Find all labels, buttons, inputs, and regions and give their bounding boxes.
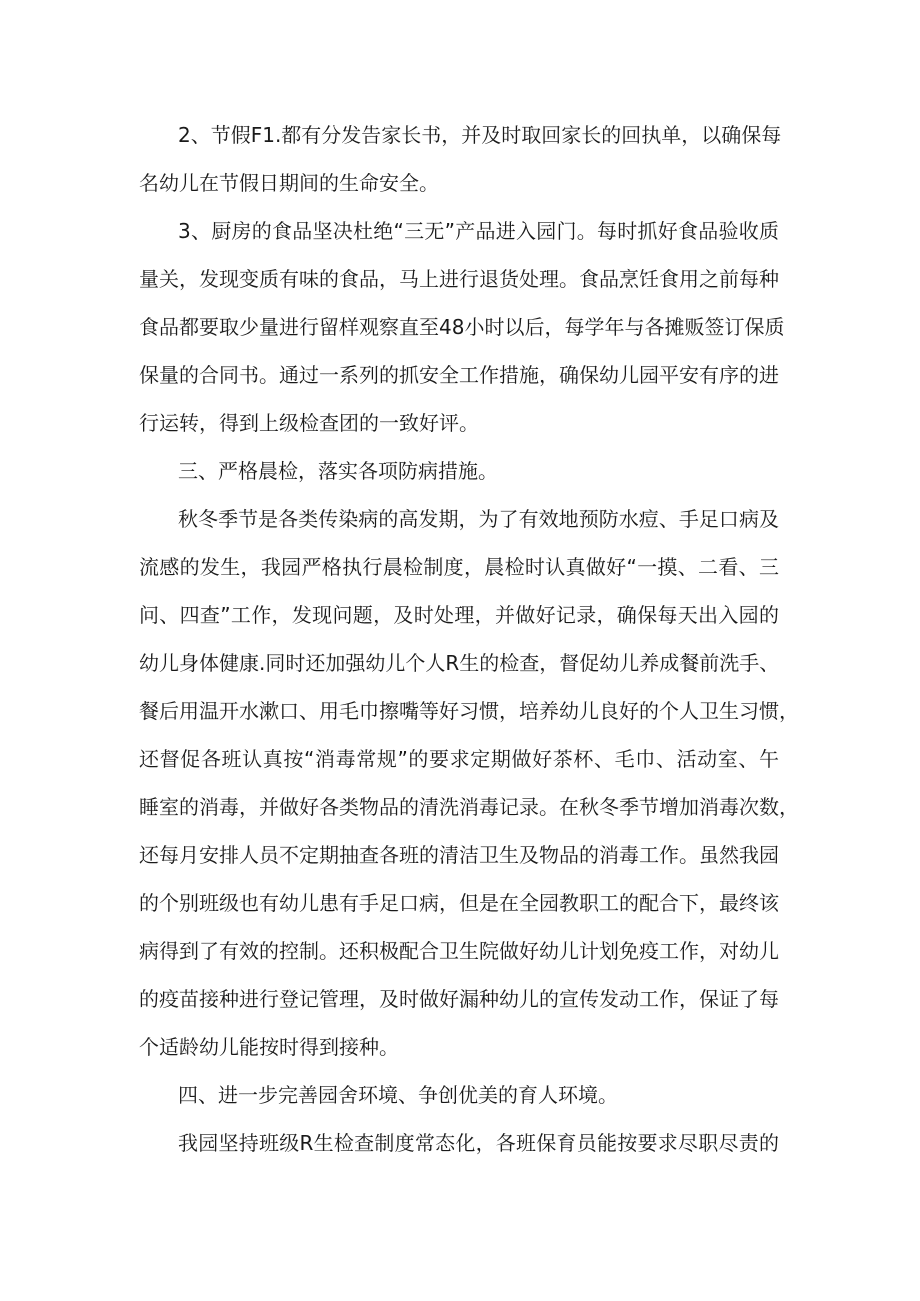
- paragraph-line: 的疫苗接种进行登记管理，及时做好漏种幼儿的宣传发动工作，保证了每: [139, 987, 779, 1011]
- paragraph-line: 我园坚持班级R生检查制度常态化，各班保育员能按要求尽职尽责的: [178, 1131, 779, 1155]
- paragraph-line: 食品都要取少量进行留样观察直至48小时以后，每学年与各摊贩签订保质: [139, 315, 785, 339]
- paragraph-line: 3、厨房的食品坚决杜绝“三无”产品进入园门。每时抓好食品验收质: [178, 219, 779, 243]
- paragraph-line: 的个别班级也有幼儿患有手足口病，但是在全园教职工的配合下，最终该: [139, 891, 779, 915]
- paragraph-line: 保量的合同书。通过一系列的抓安全工作措施，确保幼儿园平安有序的进: [139, 363, 779, 387]
- paragraph-line: 幼儿身体健康.同时还加强幼儿个人R生的检查，督促幼儿养成餐前洗手、: [139, 651, 780, 675]
- paragraph-line: 还督促各班认真按“消毒常规”的要求定期做好茶杯、毛巾、活动室、午: [139, 747, 779, 771]
- paragraph-line: 睡室的消毒，并做好各类物品的清洗消毒记录。在秋冬季节增加消毒次数，: [139, 795, 799, 819]
- section-heading: 四、进一步完善园舍环境、争创优美的育人环境。: [178, 1083, 618, 1107]
- paragraph-line: 2、节假F1.都有分发告家长书，并及时取回家长的回执单，以确保每: [178, 123, 782, 147]
- paragraph-line: 个适龄幼儿能按时得到接种。: [139, 1035, 399, 1059]
- paragraph-line: 问、四查”工作，发现问题，及时处理，并做好记录，确保每天出入园的: [139, 603, 779, 627]
- paragraph-line: 餐后用温开水漱口、用毛巾擦嘴等好习惯，培养幼儿良好的个人卫生习惯，: [139, 699, 799, 723]
- paragraph-line: 病得到了有效的控制。还积极配合卫生院做好幼儿计划免疫工作，对幼儿: [139, 939, 779, 963]
- section-heading: 三、严格晨检，落实各项防病措施。: [178, 459, 498, 483]
- paragraph-line: 量关，发现变质有味的食品，马上进行退货处理。食品烹饪食用之前每种: [139, 267, 779, 291]
- paragraph-line: 流感的发生，我园严格执行晨检制度，晨检时认真做好“一摸、二看、三: [139, 555, 779, 579]
- paragraph-line: 名幼儿在节假日期间的生命安全。: [139, 171, 439, 195]
- paragraph-line: 行运转，得到上级检查团的一致好评。: [139, 411, 479, 435]
- paragraph-line: 秋冬季节是各类传染病的高发期，为了有效地预防水痘、手足口病及: [178, 507, 779, 531]
- paragraph-line: 还每月安排人员不定期抽查各班的清洁卫生及物品的消毒工作。虽然我园: [139, 843, 779, 867]
